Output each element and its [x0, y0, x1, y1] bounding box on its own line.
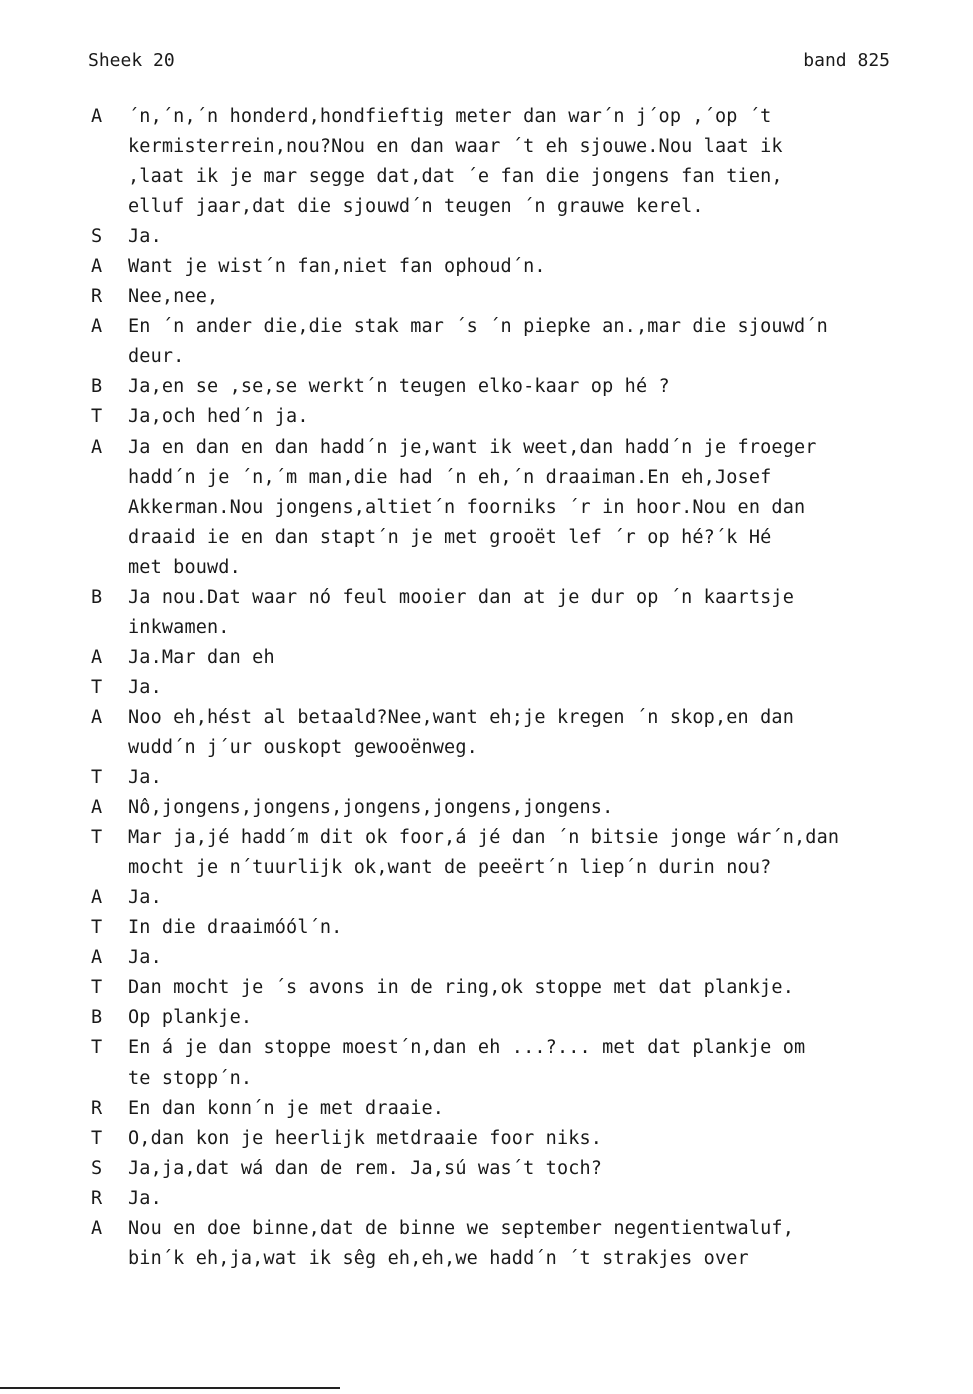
speaker-label: T — [91, 1037, 103, 1059]
speaker-label: A — [91, 316, 103, 338]
line-text: Ja.Mar dan eh — [128, 646, 275, 668]
speaker-label: B — [91, 376, 103, 398]
speaker-label: B — [91, 1007, 103, 1029]
transcript-line — [88, 372, 918, 402]
line-text: bin´k eh,ja,wat ik sêg eh,eh,we hadd´n ´t strakjes over — [128, 1247, 749, 1269]
line-text: Ja. — [128, 1187, 162, 1209]
transcript-line — [88, 553, 918, 583]
transcript-line — [88, 132, 918, 162]
line-text: deur. — [128, 346, 185, 368]
line-text: Want je wist´n fan,niet fan ophoud´n. — [128, 256, 546, 278]
line-text: In die draaimóól´n. — [128, 917, 343, 939]
line-text: Nee,nee, — [128, 286, 219, 308]
transcript-line — [88, 1003, 918, 1033]
transcript-line — [88, 222, 918, 252]
transcript-line — [88, 493, 918, 523]
speaker-label: A — [91, 797, 103, 819]
page-header — [88, 50, 890, 80]
tape-number: band 825 — [803, 50, 890, 71]
speaker-label: T — [91, 676, 103, 698]
line-text: Ja,och hed´n ja. — [128, 406, 309, 428]
transcript-line — [88, 1244, 918, 1274]
transcript-line — [88, 1184, 918, 1214]
line-text: met bouwd. — [128, 556, 241, 578]
line-text: hadd´n je ´n,´m man,die had ´n eh,´n draaiman.En eh,Josef — [128, 466, 772, 488]
transcript-line — [88, 342, 918, 372]
line-text: mocht je n´tuurlijk ok,want de peeërt´n liep´n durin nou? — [128, 857, 772, 879]
speaker-label: A — [91, 1217, 103, 1239]
line-text: Noo eh,hést al betaald?Nee,want eh;je kregen ´n skop,en dan — [128, 706, 794, 728]
transcript-line — [88, 463, 918, 493]
speaker-label: A — [91, 887, 103, 909]
line-text: En ´n ander die,die stak mar ´s ´n piepke an.,mar die sjouwd´n — [128, 316, 828, 338]
speaker-label: T — [91, 406, 103, 428]
line-text: Nô,jongens,jongens,jongens,jongens,jongens. — [128, 797, 614, 819]
transcript-line — [88, 1094, 918, 1124]
transcript-line — [88, 763, 918, 793]
transcript-line — [88, 1124, 918, 1154]
line-text: O,dan kon je heerlijk metdraaie foor niks. — [128, 1127, 603, 1149]
speaker-label: A — [91, 106, 103, 127]
speaker-label: T — [91, 1127, 103, 1149]
line-text: elluf jaar,dat die sjouwd´n teugen ´n grauwe kerel. — [128, 196, 704, 218]
transcript-line — [88, 1214, 918, 1244]
transcript-line — [88, 823, 918, 853]
line-text: inkwamen. — [128, 616, 230, 638]
line-text: ,laat ik je mar segge dat,dat ´e fan die jongens fan tien, — [128, 166, 783, 188]
line-text: Nou en doe binne,dat de binne we september negentientwaluf, — [128, 1217, 794, 1239]
transcript-line — [88, 673, 918, 703]
line-text: Ja,en se ,se,se werkt´n teugen elko-kaar op hé ? — [128, 376, 670, 398]
line-text: Ja. — [128, 767, 162, 789]
line-text: Ja. — [128, 887, 162, 909]
transcript-line — [88, 643, 918, 673]
line-text: Ja. — [128, 947, 162, 969]
line-text: Akkerman.Nou jongens,altiet´n foorniks ´r in hoor.Nou en dan — [128, 496, 806, 518]
transcript-line — [88, 312, 918, 342]
speaker-label: R — [91, 1187, 103, 1209]
line-text: wudd´n j´ur ouskopt gewooënweg. — [128, 736, 478, 758]
speaker-label: T — [91, 767, 103, 789]
transcript-line — [88, 402, 918, 432]
transcript-line — [88, 883, 918, 913]
transcript-line — [88, 1154, 918, 1184]
line-text: Op plankje. — [128, 1007, 253, 1029]
speaker-label: T — [91, 977, 103, 999]
transcript-line — [88, 853, 918, 883]
speaker-label: A — [91, 646, 103, 668]
transcript-line — [88, 433, 918, 463]
transcript-line — [88, 162, 918, 192]
sheet-number: Sheek 20 — [88, 50, 175, 71]
line-text: Ja en dan en dan hadd´n je,want ik weet,dan hadd´n je froeger — [128, 436, 817, 458]
transcript-line — [88, 583, 918, 613]
transcript-line — [88, 733, 918, 763]
speaker-label: S — [91, 1157, 103, 1179]
transcript-line — [88, 1033, 918, 1063]
speaker-label: S — [91, 226, 103, 248]
speaker-label: R — [91, 286, 103, 308]
transcript-line — [88, 523, 918, 553]
line-text: te stopp´n. — [128, 1067, 253, 1089]
line-text: kermisterrein,nou?Nou en dan waar ´t eh sjouwe.Nou laat ik — [128, 136, 783, 158]
transcript-line — [88, 1064, 918, 1094]
transcript-line — [88, 192, 918, 222]
line-text: En á je dan stoppe moest´n,dan eh ...?... met dat plankje om — [128, 1037, 806, 1059]
speaker-label: T — [91, 827, 103, 849]
transcript-line — [88, 973, 918, 1003]
line-text: Ja,ja,dat wá dan de rem. Ja,sú was´t toch? — [128, 1157, 603, 1179]
line-text: Ja. — [128, 676, 162, 698]
line-text: Ja. — [128, 226, 162, 248]
transcript-line — [88, 613, 918, 643]
transcript-line — [88, 102, 918, 132]
line-text: ´n,´n,´n honderd,hondfieftig meter dan war´n j´op ,´op ´t — [128, 106, 772, 127]
transcript-line — [88, 282, 918, 312]
line-text: Ja nou.Dat waar nó feul mooier dan at je dur op ´n kaartsje — [128, 586, 794, 608]
transcript-line — [88, 793, 918, 823]
speaker-label: A — [91, 256, 103, 278]
transcript-line — [88, 913, 918, 943]
speaker-label: A — [91, 706, 103, 728]
line-text: Mar ja,jé hadd´m dit ok foor,á jé dan ´n bitsie jonge wár´n,dan — [128, 827, 840, 849]
speaker-label: B — [91, 586, 103, 608]
line-text: draaid ie en dan stapt´n je met grooët lef ´r op hé?´k Hé — [128, 526, 772, 548]
footer-rule — [0, 1387, 340, 1389]
speaker-label: A — [91, 947, 103, 969]
transcript-line — [88, 943, 918, 973]
transcript-line — [88, 252, 918, 282]
speaker-label: R — [91, 1097, 103, 1119]
speaker-label: T — [91, 917, 103, 939]
line-text: En dan konn´n je met draaie. — [128, 1097, 445, 1119]
speaker-label: A — [91, 436, 103, 458]
transcript-body — [88, 102, 918, 1274]
line-text: Dan mocht je ´s avons in de ring,ok stoppe met dat plankje. — [128, 977, 794, 999]
transcript-line — [88, 703, 918, 733]
